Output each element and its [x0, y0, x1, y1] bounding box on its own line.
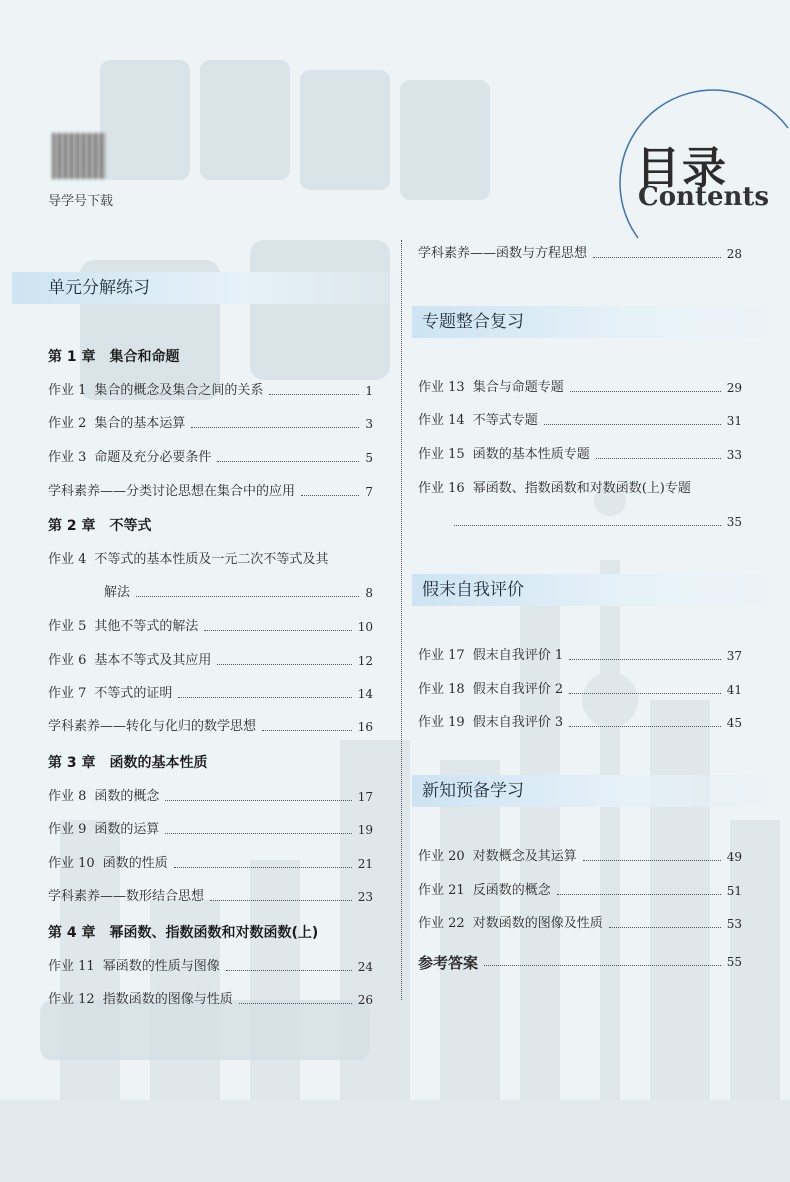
column-divider: [401, 240, 402, 1000]
toc-entry[interactable]: 作业 10 函数的性质 21: [48, 856, 373, 871]
toc-entry-continued[interactable]: 解法 8: [104, 585, 373, 600]
toc-entry[interactable]: 作业 8 函数的概念 17: [48, 789, 373, 804]
toc-entry[interactable]: 作业 5 其他不等式的解法 10: [48, 619, 373, 634]
toc-entry[interactable]: 作业 3 命题及充分必要条件 5: [48, 450, 373, 465]
toc-entry[interactable]: 作业 11 幂函数的性质与图像 24: [48, 959, 373, 974]
toc-subtitle: Contents: [638, 182, 770, 212]
toc-entry[interactable]: 作业 17 假末自我评价 1 37: [418, 648, 742, 663]
toc-entry[interactable]: 作业 7 不等式的证明 14: [48, 686, 373, 701]
toc-entry[interactable]: 作业 1 集合的概念及集合之间的关系 1: [48, 383, 373, 398]
section-unit-practice: 单元分解练习: [12, 272, 398, 304]
toc-entry[interactable]: 作业 13 集合与命题专题 29: [418, 380, 742, 395]
toc-entry[interactable]: 作业 9 函数的运算 19: [48, 822, 373, 837]
toc-entry[interactable]: 作业 21 反函数的概念 51: [418, 883, 742, 898]
chapter-heading: 第 3 章 函数的基本性质: [48, 755, 208, 771]
chapter-heading: 第 4 章 幂函数、指数函数和对数函数(上): [48, 925, 319, 941]
toc-entry[interactable]: 学科素养 ——分类讨论思想在集合中的应用 7: [48, 484, 373, 499]
toc-entry[interactable]: 作业 18 假末自我评价 2 41: [418, 682, 742, 697]
toc-entry[interactable]: 作业 2 集合的基本运算 3: [48, 416, 373, 431]
section-topic-review: 专题整合复习: [412, 306, 766, 338]
toc-entry[interactable]: 作业 14 不等式专题 31: [418, 413, 742, 428]
toc-entry[interactable]: 学科素养 ——数形结合思想 23: [48, 889, 373, 904]
chapter-heading: 第 1 章 集合和命题: [48, 349, 180, 365]
toc-entry[interactable]: 学科素养 ——转化与化归的数学思想 16: [48, 719, 373, 734]
toc-entry[interactable]: 作业 4 不等式的基本性质及一元二次不等式及其: [48, 552, 329, 567]
toc-title: 目录: [636, 143, 728, 194]
toc-entry[interactable]: 作业 12 指数函数的图像与性质 26: [48, 992, 373, 1007]
chapter-heading: 第 2 章 不等式: [48, 518, 152, 534]
section-preview-learning: 新知预备学习: [412, 775, 766, 807]
qr-caption: 导学号下载: [48, 194, 114, 209]
toc-entry[interactable]: 作业 19 假末自我评价 3 45: [418, 715, 742, 730]
toc-entry-answers[interactable]: 参考答案 55: [418, 953, 742, 972]
toc-entry[interactable]: 作业 22 对数函数的图像及性质 53: [418, 916, 742, 931]
toc-entry-continued[interactable]: 35: [454, 511, 742, 533]
qr-code: [52, 133, 106, 179]
toc-entry[interactable]: 作业 16 幂函数、指数函数和对数函数(上)专题: [418, 481, 691, 496]
toc-entry[interactable]: 作业 20 对数概念及其运算 49: [418, 849, 742, 864]
section-self-evaluation: 假末自我评价: [412, 574, 766, 606]
toc-entry[interactable]: 作业 6 基本不等式及其应用 12: [48, 653, 373, 668]
toc-entry[interactable]: 学科素养 ——函数与方程思想 28: [418, 246, 742, 261]
toc-entry[interactable]: 作业 15 函数的基本性质专题 33: [418, 447, 742, 462]
